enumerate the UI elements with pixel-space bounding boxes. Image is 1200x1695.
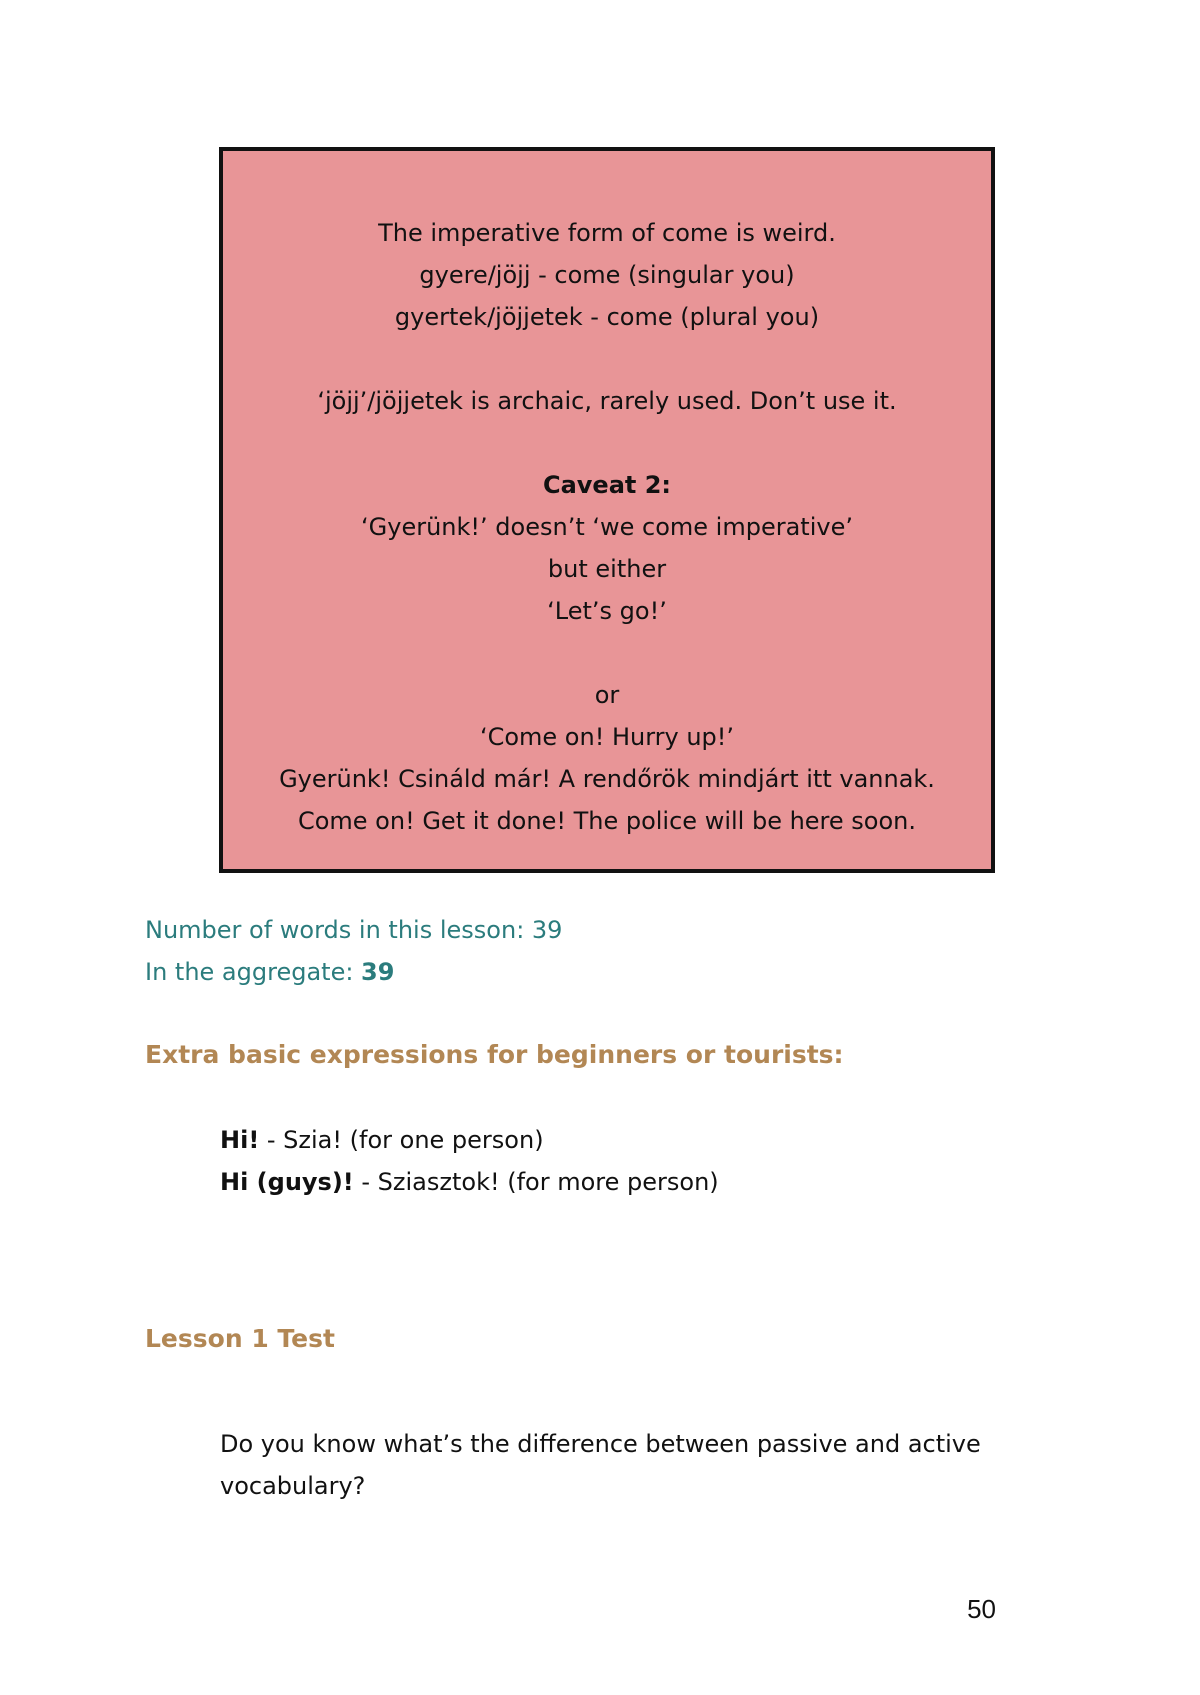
expression-term: Hi (guys)!: [220, 1168, 354, 1196]
note-line: but either: [547, 555, 667, 583]
note-line: Gyerünk! Csináld már! A rendőrök mindjárt itt vannak.: [279, 765, 935, 793]
imperative-note-box: [219, 147, 995, 873]
note-line: ‘Gyerünk!’ doesn’t ‘we come imperative’: [361, 513, 853, 541]
aggregate-word-count: [145, 957, 394, 987]
lesson-test-heading: Lesson 1 Test: [145, 1324, 335, 1353]
aggregate-value: 39: [361, 958, 395, 986]
note-line: gyere/jöjj - come (singular you): [419, 261, 795, 289]
caveat-heading: Caveat 2:: [542, 471, 672, 499]
note-line: ‘jöjj’/jöjjetek is archaic, rarely used. Don’t use it.: [317, 387, 897, 415]
expression-term: Hi!: [220, 1126, 260, 1154]
note-line: The imperative form of come is weird.: [378, 219, 836, 247]
expression-translation: - Szia! (for one person): [259, 1126, 544, 1154]
extra-expressions-heading: Extra basic expressions for beginners or tourists:: [145, 1040, 844, 1069]
expression-item: [220, 1125, 544, 1155]
note-line: ‘Come on! Hurry up!’: [479, 723, 735, 751]
note-line: gyertek/jöjjetek - come (plural you): [394, 303, 820, 331]
note-line: Come on! Get it done! The police will be here soon.: [297, 807, 917, 835]
expression-item: [220, 1167, 719, 1197]
note-line: ‘Let’s go!’: [547, 597, 667, 625]
note-line: or: [594, 681, 620, 709]
aggregate-label: In the aggregate:: [145, 958, 362, 986]
lesson-word-count: Number of words in this lesson: 39: [145, 916, 563, 944]
expression-translation: - Sziasztok! (for more person): [353, 1168, 719, 1196]
page-number: 50: [967, 1594, 996, 1624]
test-question: Do you know what’s the difference between passive and active vocabulary?: [220, 1430, 981, 1500]
